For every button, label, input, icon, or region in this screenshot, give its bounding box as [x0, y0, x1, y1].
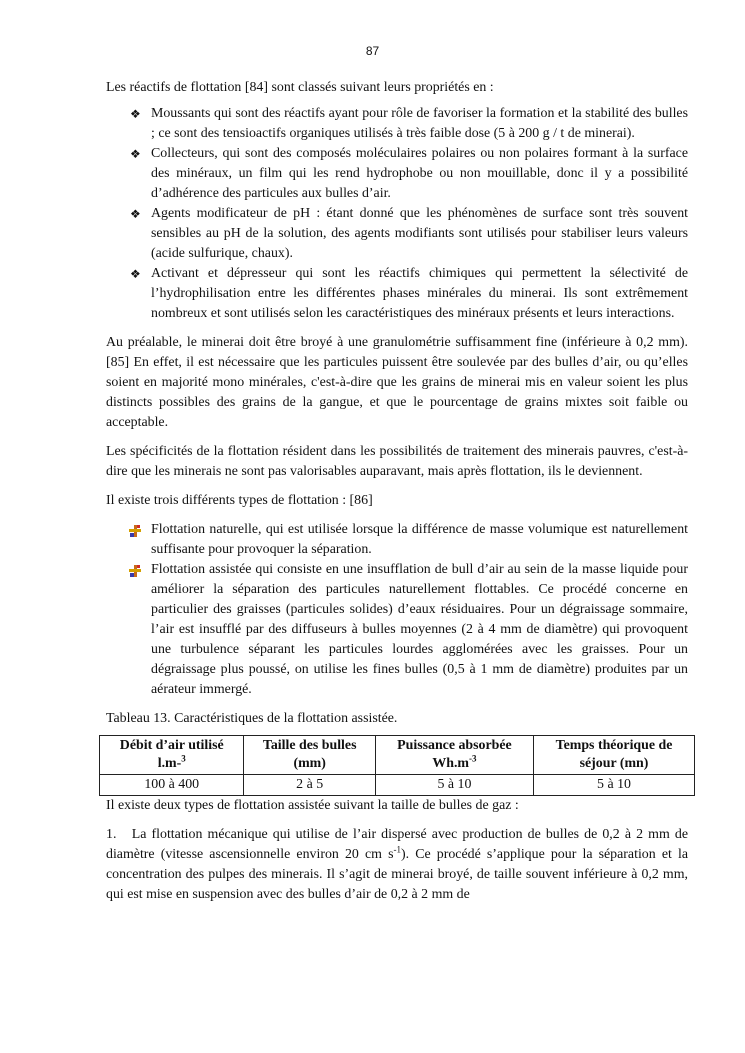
- table-cell: 5 à 10: [375, 775, 533, 796]
- page-content: [106, 78, 688, 905]
- list-item: ❖ Moussants qui sont des réactifs ayant pour rôle de favoriser la formation et la stabilité des bulles ; ce sont des tensioactifs organiques utilisés à très faible dose (5 à 200 g / t de minerai).: [130, 106, 688, 141]
- reagent-list: [106, 104, 688, 324]
- diamond-bullet-icon: ❖: [130, 107, 141, 121]
- paragraph-deux-types: Il existe deux types de flottation assistée suivant la taille de bulles de gaz :: [106, 798, 519, 813]
- table-header-cell: Débit d’air utilisé l.m-$^3$: [100, 736, 244, 775]
- list-item: Flottation assistée qui consiste en une insufflation de bull d’air au sein de la masse liquide pour améliorer la séparation des particules naturellement flottables. Ce procédé concerne en particulier des graisses (particules solides) d’eaux résiduaires. Pour un dégraissage sommaire, l’air est insufflé par des diffuseurs à bulles moyennes (2 à 4 mm de diamètre) qui provoquent une turbulence séparant les particules lourdes agglomérées avec les graisses. Pour un dégraissage plus poussé, on utilise les fines bulles (0,5 à 1 mm de diamètre) produites par un aérateur immergé.: [106, 560, 688, 700]
- table-header-cell: Temps théorique de séjour (mn): [534, 736, 695, 775]
- table-header-cell: Puissance absorbée $Wh.m^{-3}$: [375, 736, 533, 775]
- page-number: 87: [365, 44, 380, 58]
- table-cell: 100 à 400: [100, 775, 244, 796]
- table-cell: 5 à 10: [534, 775, 695, 796]
- pin-bullet-icon: [129, 525, 141, 537]
- flotation-type-list: [106, 520, 688, 700]
- paragraph-types: Il existe trois différents types de flottation : [86]: [106, 493, 373, 508]
- characteristics-table: [99, 735, 695, 796]
- diamond-bullet-icon: ❖: [130, 147, 141, 161]
- list-item: ❖ Agents modificateur de pH : étant donné que les phénomènes de surface sont très souvent sensibles au pH de la solution, des agents modifiants sont utilisés pour stabiliser leurs valeurs (acide sulfurique, chaux).: [130, 206, 688, 261]
- table-header-row: [100, 736, 695, 775]
- list-item: Flottation naturelle, qui est utilisée lorsque la différence de masse volumique est naturellement suffisante pour provoquer la séparation.: [106, 520, 688, 560]
- diamond-bullet-icon: ❖: [130, 267, 141, 281]
- table-header-cell: Taille des bulles (mm): [244, 736, 375, 775]
- table-cell: 2 à 5: [244, 775, 375, 796]
- list-item: ❖ Activant et dépresseur qui sont les réactifs chimiques qui permettent la sélectivité de l’hydrophilisation entre les différentes phases minérales du minerai. Ils sont extrêmement nombreux et sont utilisés selon les caractéristiques des minéraux présents et leurs interactions.: [130, 266, 688, 321]
- paragraph-prealable: Au préalable, le minerai doit être broyé à une granulométrie suffisamment fine (inférieure à 0,2 mm). [85] En effet, il est nécessaire que les particules puissent être soulevée par des bulles d’air, ou qu’elles soient en majorité mono minérales, c'est-à-dire que les grains de minerai mis en valeur soient les plus distincts possibles des grains de la gangue, et que le pourcentage de grains mixtes soit faible ou acceptable.: [106, 335, 688, 430]
- table-caption: Tableau 13. Caractéristiques de la flottation assistée.: [106, 711, 398, 726]
- paragraph-specificites: Les spécificités de la flottation résident dans les possibilités de traitement des minerais pauvres, c'est-à-dire que les minerais ne sont pas valorisables auparavant, mais après flottation, ils le deviennent.: [106, 444, 688, 479]
- diamond-bullet-icon: ❖: [130, 207, 141, 221]
- intro-paragraph: Les réactifs de flottation [84] sont classés suivant leurs propriétés en :: [106, 80, 494, 95]
- pin-bullet-icon: [129, 565, 141, 577]
- list-item: ❖ Collecteurs, qui sont des composés moléculaires polaires ou non polaires formant à la surface des minéraux, un film qui les rend hydrophobe ou non mouillable, donc il y a possibilité d’adhérence des particules aux bulles d’air.: [130, 146, 688, 201]
- numbered-paragraph: 1. La flottation mécanique qui utilise de l’air dispersé avec production de bulles de 0,2 à 2 mm de diamètre (vitesse ascensionnelle environ 20 cm $s^{-1}$). Ce procédé s’applique pour la séparation et la concentration des pulpes des minerais. Il s’agit de minerai broyé, de taille souvent inférieure à 0,2 mm, qui est mise en suspension avec des bulles d’air de 0,2 à 2 mm de: [106, 827, 688, 902]
- table-row: [100, 775, 695, 796]
